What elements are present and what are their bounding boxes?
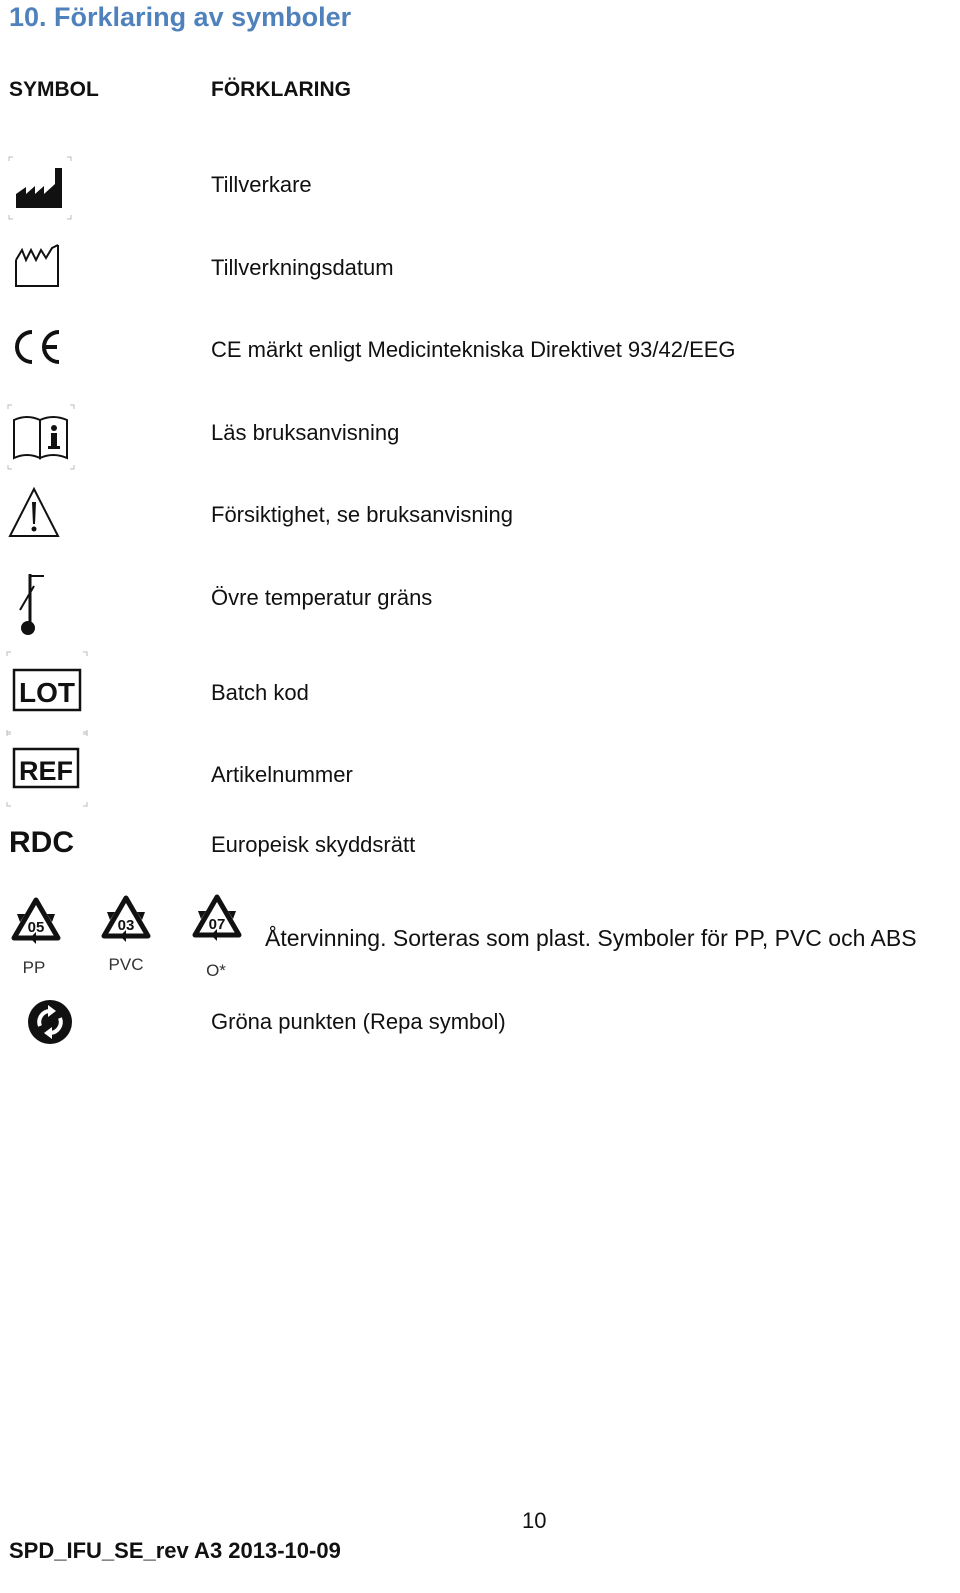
row-label-manufacturer: Tillverkare [211, 172, 312, 197]
green-dot-icon [26, 998, 74, 1046]
thermometer-icon [10, 570, 50, 638]
ce-mark-icon [12, 328, 64, 366]
lot-symbol-text: LOT [19, 677, 75, 708]
warning-triangle-icon [8, 486, 60, 540]
ref-symbol-text: REF [19, 756, 73, 786]
row-label-manufacture-date: Tillverkningsdatum [211, 255, 394, 280]
factory-icon [8, 156, 72, 220]
row-label-green-dot: Gröna punkten (Repa symbol) [211, 1009, 506, 1034]
ref-icon [6, 727, 90, 811]
document-id: SPD_IFU_SE_rev A3 2013-10-09 [9, 1538, 341, 1563]
recycle-pp-icon [6, 896, 66, 950]
row-label-batch: Batch kod [211, 680, 309, 705]
page-number: 10 [522, 1508, 547, 1533]
row-label-design-right: Europeisk skyddsrätt [211, 832, 416, 857]
svg-text:05: 05 [27, 919, 45, 936]
manufacture-date-icon [12, 242, 62, 290]
row-label-instructions: Läs bruksanvisning [211, 420, 400, 445]
row-label-recycling: Återvinning. Sorteras som plast. Symboler för PP, PVC och ABS [265, 925, 917, 951]
row-label-ce: CE märkt enligt Medicintekniska Direktivet 93/42/EEG [211, 337, 736, 362]
rdc-symbol: RDC [9, 826, 74, 859]
instructions-book-icon [7, 404, 75, 470]
recycle-pvc-icon [96, 894, 156, 948]
page-title: 10. Förklaring av symboler [9, 2, 352, 32]
explanation-column-header: FÖRKLARING [211, 78, 351, 101]
svg-text:07: 07 [208, 916, 226, 933]
row-label-upper-temperature: Övre temperatur gräns [211, 585, 433, 610]
recycle-other-caption: O* [206, 961, 226, 980]
svg-text:03: 03 [117, 917, 135, 934]
recycle-pvc-caption: PVC [108, 955, 144, 974]
recycle-other-icon [187, 893, 247, 947]
row-label-caution: Försiktighet, se bruksanvisning [211, 502, 514, 527]
symbol-column-header: SYMBOL [9, 78, 99, 101]
recycle-pp-caption: PP [22, 958, 46, 977]
row-label-article-number: Artikelnummer [211, 762, 353, 787]
